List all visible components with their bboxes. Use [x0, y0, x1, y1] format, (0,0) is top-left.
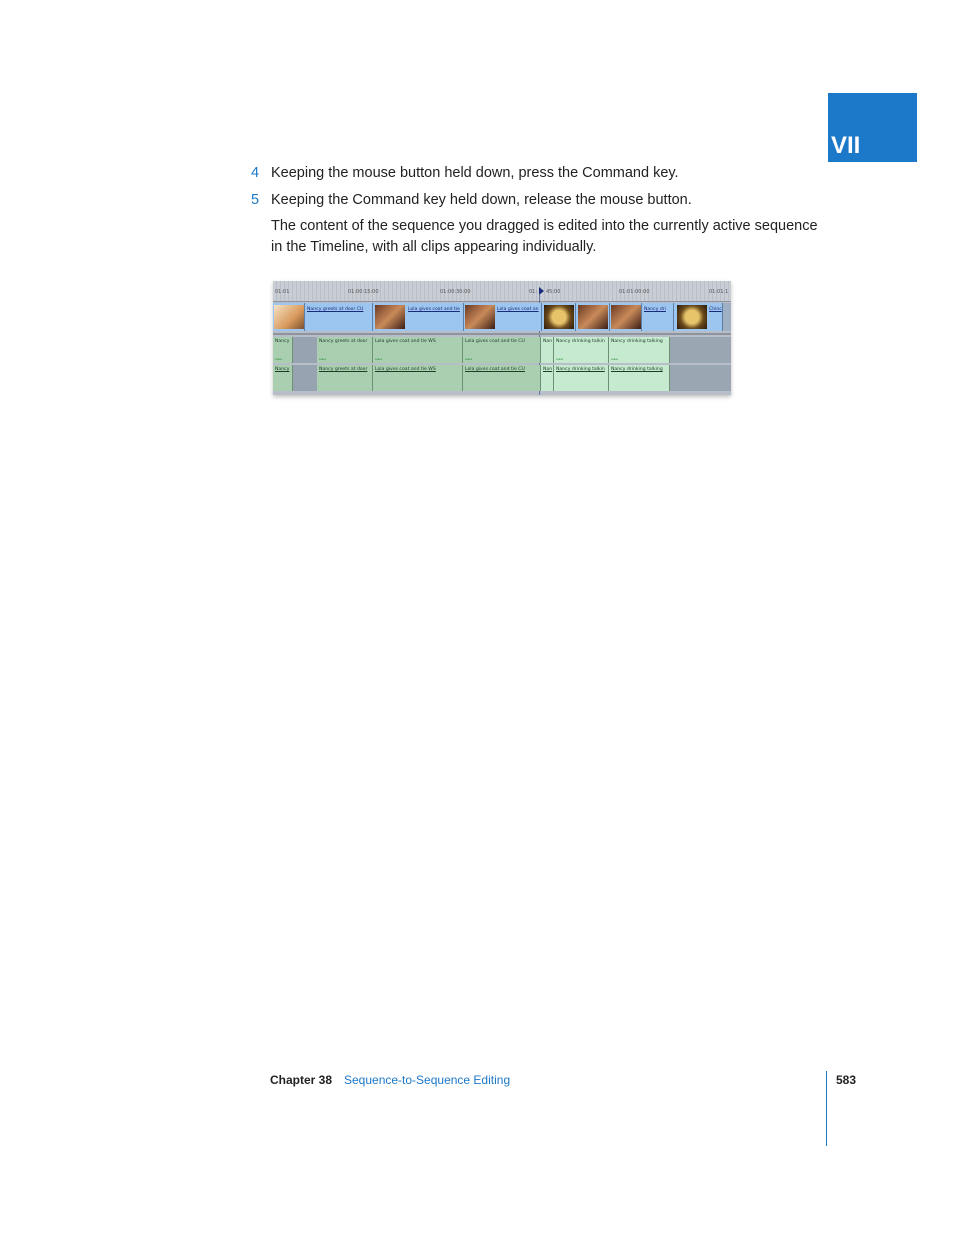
footer-chapter-title[interactable]: Sequence-to-Sequence Editing — [344, 1073, 511, 1087]
video-clip[interactable] — [674, 303, 723, 331]
clip-thumbnail — [677, 305, 707, 329]
audio-track-1 — [273, 337, 731, 363]
video-clip[interactable] — [542, 303, 576, 331]
step-4 — [251, 164, 679, 182]
video-track — [273, 303, 731, 331]
link-icon: ꟷꟷ — [319, 357, 326, 363]
clip-thumbnail — [611, 305, 641, 329]
clip-label: Lola gives coat and tie CU — [465, 339, 525, 344]
clip-label: Nancy greets at door — [319, 339, 368, 344]
clip-label: Nancy drinking talkin — [556, 339, 605, 344]
video-clip[interactable] — [373, 303, 464, 331]
clip-label: Lola gives coat and tie WS — [375, 339, 436, 344]
audio-clip[interactable] — [554, 365, 609, 391]
ruler-timecode: 01:00:30:00 — [440, 289, 471, 295]
clip-thumbnail — [274, 305, 304, 329]
footer-chapter: Chapter 38 — [270, 1073, 333, 1087]
audio-clip[interactable] — [609, 365, 670, 391]
timeline-figure — [273, 281, 731, 395]
clip-label: Lola gives coat an — [497, 307, 539, 312]
clip-label: Nancy greets at door — [319, 367, 368, 372]
clip-label: Nan — [543, 339, 553, 344]
link-icon: ꟷꟷ — [375, 357, 382, 363]
part-tab — [828, 93, 917, 162]
audio-clip[interactable] — [273, 337, 293, 363]
audio-clip[interactable] — [541, 365, 554, 391]
timeline-ruler — [273, 281, 731, 302]
video-clip[interactable] — [464, 303, 542, 331]
clip-label: Nan — [543, 367, 553, 372]
link-icon: ꟷꟷ — [465, 357, 472, 363]
ruler-timecode: 01:01 — [275, 289, 290, 295]
step-number: 5 — [251, 192, 260, 208]
clip-label: Nancy — [275, 339, 290, 344]
audio-clip[interactable] — [373, 337, 463, 363]
clip-label: Nancy drinking talking — [611, 339, 663, 344]
audio-clip[interactable] — [554, 337, 609, 363]
track-gap — [293, 365, 317, 391]
ruler-timecode: 01:01:00:00 — [619, 289, 650, 295]
video-clip[interactable] — [610, 303, 642, 331]
video-clip[interactable] — [576, 303, 610, 331]
link-icon: ꟷꟷ — [556, 357, 563, 363]
clip-label: Nancy dri — [644, 307, 666, 312]
clip-label: Lola gives coat and tie CU — [465, 367, 525, 372]
clip-label: Chinc — [709, 307, 722, 312]
clip-label: Lola gives coat and tie — [408, 307, 460, 312]
ruler-timecode: 01:00:15:00 — [348, 289, 379, 295]
audio-clip[interactable] — [317, 337, 373, 363]
page-number: 583 — [836, 1073, 857, 1087]
step-text: Keeping the Command key held down, release the mouse button. — [271, 192, 692, 208]
video-clip[interactable] — [305, 303, 373, 331]
clip-thumbnail — [544, 305, 574, 329]
clip-thumbnail — [375, 305, 405, 329]
clip-label: Nancy greets at door CU — [307, 307, 364, 312]
video-clip[interactable] — [273, 303, 305, 331]
step-number: 4 — [251, 165, 260, 181]
step-5 — [251, 191, 692, 209]
clip-label: Nancy drinking talkin — [556, 367, 605, 372]
audio-clip[interactable] — [317, 365, 373, 391]
track-divider — [273, 333, 731, 335]
video-clip[interactable] — [642, 303, 674, 331]
part-tab-label: VII — [831, 132, 861, 159]
ruler-timecode: 01:01:1 — [709, 289, 729, 295]
playhead-icon[interactable] — [539, 287, 544, 295]
step-text: Keeping the mouse button held down, press the Command key. — [271, 165, 679, 181]
ruler-timecode: 45:00 — [546, 289, 561, 295]
clip-thumbnail — [578, 305, 608, 329]
audio-clip[interactable] — [273, 365, 293, 391]
audio-clip[interactable] — [463, 337, 541, 363]
link-icon: ꟷꟷ — [611, 357, 618, 363]
ruler-timecode: 01: — [529, 289, 538, 295]
clip-label: Nancy — [275, 367, 290, 372]
track-gap — [293, 337, 317, 363]
clip-label: Nancy drinking talking — [611, 367, 663, 372]
link-icon: ꟷꟷ — [275, 357, 282, 363]
audio-clip[interactable] — [609, 337, 670, 363]
body-paragraph: The content of the sequence you dragged is edited into the currently active sequence in the Timeline, with all clips appearing individually. — [271, 218, 818, 255]
audio-track-2 — [273, 365, 731, 391]
audio-clip[interactable] — [373, 365, 463, 391]
footer-divider — [826, 1071, 827, 1146]
clip-thumbnail — [465, 305, 495, 329]
audio-clip[interactable] — [541, 337, 554, 363]
audio-clip[interactable] — [463, 365, 541, 391]
clip-label: Lola gives coat and tie WS — [375, 367, 436, 372]
